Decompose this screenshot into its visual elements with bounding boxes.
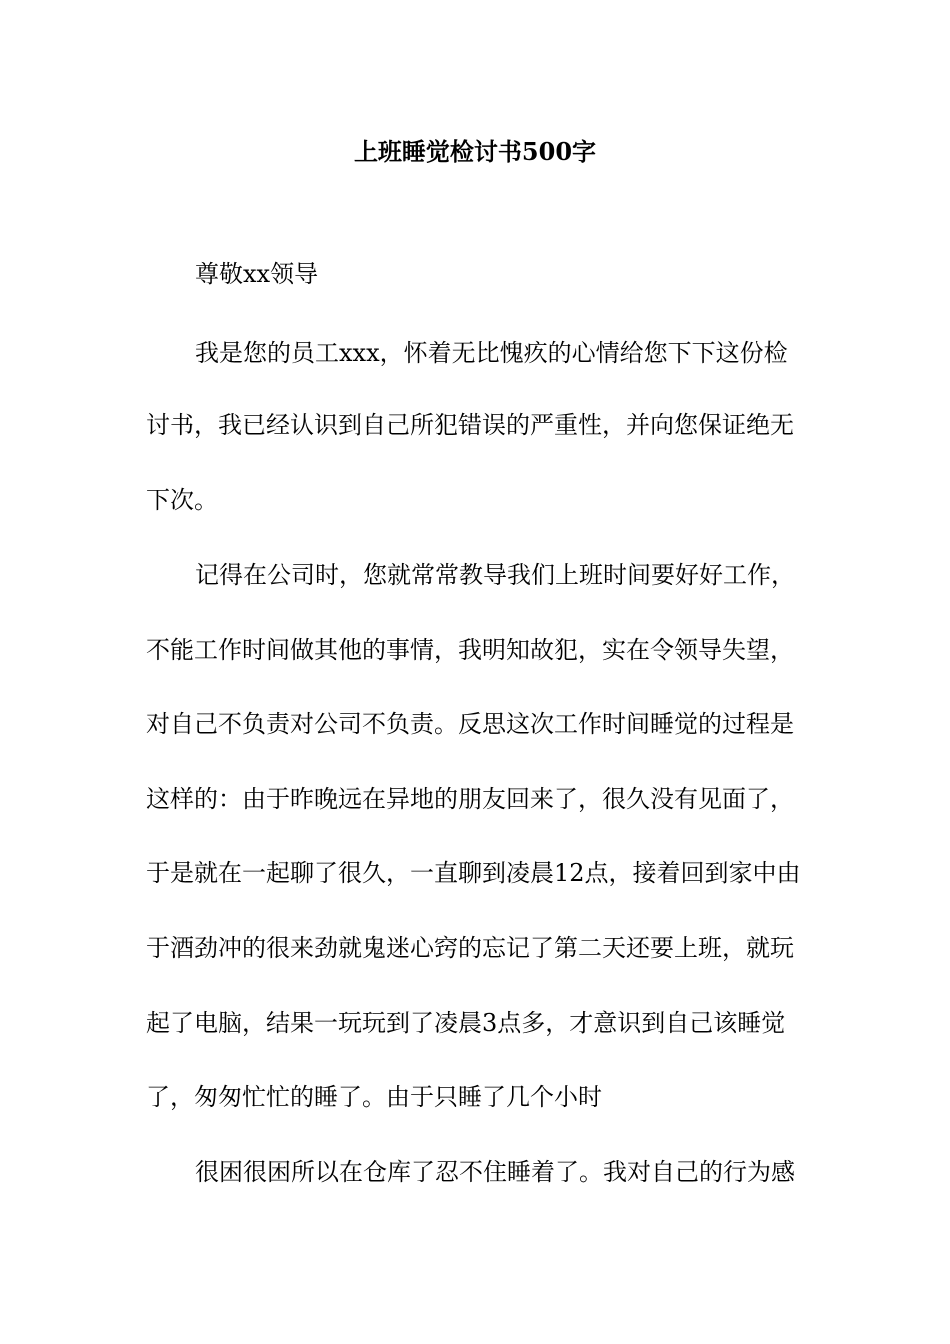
paragraph-line: 我是您的员工xxx，怀着无比愧疚的心情给您下下这份检 — [195, 339, 788, 367]
paragraph-line: 下次。 — [146, 486, 218, 514]
paragraph-line: 于酒劲冲的很来劲就鬼迷心窍的忘记了第二天还要上班，就玩 — [146, 934, 794, 962]
salutation: 尊敬xx领导 — [195, 260, 319, 288]
paragraph-line: 这样的：由于昨晚远在异地的朋友回来了，很久没有见面了， — [146, 785, 794, 813]
document-title: 上班睡觉检讨书500字 — [353, 137, 597, 166]
paragraph-line: 于是就在一起聊了很久，一直聊到凌晨12点，接着回到家中由 — [146, 859, 801, 887]
paragraph-line: 对自己不负责对公司不负责。反思这次工作时间睡觉的过程是 — [146, 710, 794, 738]
paragraph-line: 了，匆匆忙忙的睡了。由于只睡了几个小时 — [146, 1083, 602, 1111]
paragraph-line: 记得在公司时，您就常常教导我们上班时间要好好工作， — [195, 561, 795, 589]
paragraph-line: 讨书，我已经认识到自己所犯错误的严重性，并向您保证绝无 — [146, 411, 794, 439]
paragraph-line: 很困很困所以在仓库了忍不住睡着了。我对自己的行为感 — [195, 1158, 795, 1186]
paragraph-line: 不能工作时间做其他的事情，我明知故犯，实在令领导失望， — [146, 636, 794, 664]
paragraph-line: 起了电脑，结果一玩玩到了凌晨3点多，才意识到自己该睡觉 — [146, 1009, 786, 1037]
